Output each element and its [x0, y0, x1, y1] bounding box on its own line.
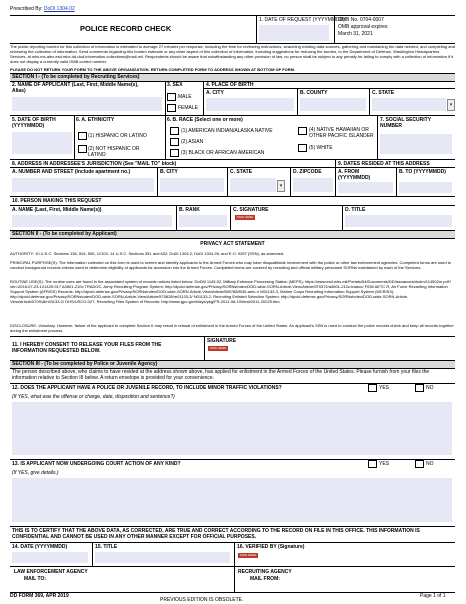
- authority-text: AUTHORITY: 10 U.S.C. Sections 136, 504, 505, 12102; 14 U.S.C. Sections 351 and 632; DoDI 1304.2; DoDI 1304.26; and E.O. 9397 (SSN), as amended.: [10, 251, 285, 256]
- birth-county-input[interactable]: [300, 98, 366, 111]
- rank-input[interactable]: [179, 215, 227, 227]
- lea-label: LAW ENFORCEMENT AGENCY: [14, 569, 88, 575]
- field-10-label: 10. PERSON MAKING THIS REQUEST: [12, 198, 102, 204]
- field-4a-label: A. CITY: [206, 90, 224, 96]
- field-10b-label: B. RANK: [179, 207, 200, 213]
- f13-yes-checkbox[interactable]: [368, 460, 377, 468]
- verify-date-input[interactable]: [12, 552, 88, 563]
- court-action-textarea[interactable]: [12, 478, 452, 522]
- birth-state-input[interactable]: [372, 98, 446, 111]
- applicant-sign-here-flag[interactable]: SIGN HERE: [209, 346, 227, 350]
- field-12-sub: (If YES, what was the offense or charge, date, disposition and sentence?): [12, 394, 175, 400]
- race-4-label: (4) NATIVE HAWAIIAN OR OTHER PACIFIC ISLANDER: [309, 127, 374, 139]
- field-8b-label: B. CITY: [160, 169, 178, 175]
- f12-no-checkbox[interactable]: [415, 384, 424, 392]
- verifier-sign-here-flag[interactable]: SIGN HERE: [239, 553, 257, 557]
- section-3-title: SECTION III - (To be completed by Police or Juvenile Agency): [12, 361, 158, 367]
- male-checkbox[interactable]: [167, 93, 176, 101]
- field-10d-label: D. TITLE: [345, 207, 366, 213]
- recruiting-agency-label: RECRUITING AGENCY: [238, 569, 292, 575]
- section-2-title: SECTION II - (To be completed by Applicant): [12, 231, 117, 237]
- signature-label: SIGNATURE: [207, 338, 237, 344]
- field-10c-label: C. SIGNATURE: [233, 207, 269, 213]
- birth-state-dropdown-icon[interactable]: ▾: [447, 99, 455, 111]
- field-8-label: 8. ADDRESS IN ADDRESSEE'S JURISDICTION (See "MAIL TO" block): [12, 161, 177, 167]
- state-input[interactable]: [230, 178, 276, 192]
- state-dropdown-icon[interactable]: ▾: [277, 180, 285, 192]
- burden-notice: The public reporting burden for this collection of information is estimated to average 27 minutes per response, including the time for reviewing instructions, searching existing data sources, gathering and maintaining the data needed, and completing and reviewing the collection of information. Send comments regarding this burden estimate or any other aspect of this collection of information, including suggestions for reducing the burden, to the Department of Defense, Washington Headquarters Services, at whs.mc-alex.esd.mbx.dd-dod-information-collections@mail.mil. Respondents should be aware that notwithstanding any other provision of law, no person shall be subject to any penalty for failing to comply with a collection of information if it does not display a currently valid OMB control number.: [10, 44, 455, 64]
- field-9b-label: B. TO (YYYYMMDD): [399, 169, 446, 175]
- section-3-text: The person described above, who claims to have resided at the address shown above, has applied for enlistment in the Armed Forces of the United States. Please furnish from your files the information relative to Section III below. A return envelope is provided for your convenience.: [12, 369, 430, 381]
- privacy-title: PRIVACY ACT STATEMENT: [200, 241, 265, 247]
- birth-city-input[interactable]: [206, 98, 294, 111]
- field-2-label: 2. NAME OF APPLICANT (Last, First, Middle Name(s), Alias): [12, 82, 139, 94]
- date-of-request-input[interactable]: [259, 25, 329, 41]
- page-number: Page 1 of 1: [420, 593, 446, 599]
- routine-uses-text: ROUTINE USE(S): The routine uses are found in the associated system of records notices listed below: DoDM 1145.02, Military Entrance Processing Station (MEPS): https://www.esd.whs.mil/Portals/54/Documents/DD/issuances/dodm/114502m.pdf?ver=2018-07-23-121425-917 A0601-210c TRADOC, Army Recruiting Program System: http://dpcld.defense.gov/Privacy/SORNsIndex/DOD-wide-SORN-Article-View/Article/570372/a0601-210c-tradoc/ F036 AETC R, Air Force Recruiting Information Support System (AFRISS) Records: http://dpcld.defense.gov/Privacy/SORNsIndex/DOD-wide-SORN-Article-View/Article/569788/f036-aetc-r/ M01133-3, Marine Corps Recruiting Information Support System (MCRISS): http://dpcld.defense.gov/Privacy/SORNsIndex/DOD-wide-SORN-Article-View/Article/570828/m01133-3/ N01133-2, Recruiting Enlisted Selection System: http://dpcld.defense.gov/Privacy/SORNsIndex/DOD-wide-SORN-Article-View/Article/570918/n01133-2/ DHS/USCG-027, Recruiting Files System of Records: http://www.gpo.gov/fdsys/pkg/FR-2011-08-10/html/2011-20225.htm: [10, 279, 452, 304]
- record-details-textarea[interactable]: [12, 402, 452, 455]
- obsolete-notice: PREVIOUS EDITION IS OBSOLETE.: [160, 597, 244, 603]
- f13-yes-label: YES: [379, 461, 390, 467]
- field-14-label: 14. DATE (YYYYMMDD): [12, 544, 68, 550]
- field-6b-label: 6. B. RACE (Select one or more): [167, 117, 243, 123]
- female-label: FEMALE: [178, 105, 199, 111]
- field-13-sub: (If YES, give details.): [12, 470, 59, 476]
- requester-title-input[interactable]: [345, 215, 452, 227]
- field-1-label: 1. DATE OF REQUEST (YYYYMMDD): [259, 17, 345, 23]
- race-3-checkbox[interactable]: [170, 149, 179, 157]
- mail-to-label: MAIL TO:: [24, 576, 47, 582]
- field-8a-label: A. NUMBER AND STREET (Include apartment no.): [12, 169, 131, 175]
- city-input[interactable]: [160, 178, 224, 192]
- field-8d-label: D. ZIPCODE: [293, 169, 322, 175]
- race-4-checkbox[interactable]: [298, 127, 307, 135]
- prescribed-link[interactable]: DoDI 1304.02: [43, 6, 75, 12]
- field-4-label: 4. PLACE OF BIRTH: [206, 82, 254, 88]
- field-16-label: 16. VERIFIED BY (Signature): [237, 544, 305, 550]
- race-2-checkbox[interactable]: [170, 138, 179, 146]
- field-7-label: 7. SOCIAL SECURITY NUMBER: [380, 117, 431, 129]
- field-11-label: 11. I HEREBY CONSENT TO RELEASE YOUR FILES FROM THE INFORMATION REQUESTED BELOW.: [12, 342, 162, 354]
- prescribed-label: Prescribed By:: [10, 6, 43, 12]
- sign-here-flag[interactable]: SIGN HERE: [236, 215, 254, 219]
- return-notice: PLEASE DO NOT RETURN YOUR FORM TO THE ABOVE ORGANIZATION. RETURN COMPLETED FORM TO ADDRESS SHOWN AT BOTTOM OF FORM.: [10, 67, 296, 72]
- race-5-checkbox[interactable]: [298, 144, 307, 152]
- omb-date: March 31, 2021: [338, 31, 373, 37]
- race-2-label: (2) ASIAN: [181, 139, 204, 145]
- f12-yes-checkbox[interactable]: [368, 384, 377, 392]
- male-label: MALE: [178, 94, 192, 100]
- omb-approval: OMB approval expires: [338, 24, 388, 30]
- form-title: POLICE RECORD CHECK: [80, 24, 172, 33]
- field-8c-label: C. STATE: [230, 169, 253, 175]
- race-3-label: (3) BLACK OR AFRICAN AMERICAN: [181, 150, 265, 156]
- not-hispanic-checkbox[interactable]: [78, 145, 87, 153]
- race-1-label: (1) AMERICAN INDIAN/ALASKA NATIVE: [181, 128, 273, 134]
- hispanic-checkbox[interactable]: [78, 132, 87, 140]
- field-12-label: 12. DOES THE APPLICANT HAVE A POLICE OR JUVENILE RECORD, TO INCLUDE MINOR TRAFFIC VIOLATIONS?: [12, 385, 282, 391]
- prescribed-by: [10, 6, 75, 12]
- field-6a-label: 6. A. ETHNICITY: [76, 117, 115, 123]
- f13-no-checkbox[interactable]: [415, 460, 424, 468]
- field-3-label: 3. SEX: [167, 82, 183, 88]
- field-10a-label: A. NAME (Last, First, Middle Name(s)): [12, 207, 102, 213]
- omb-number: OMB No. 0704-0007: [338, 17, 384, 23]
- form-id: DD FORM 369, APR 2019: [10, 593, 69, 599]
- ssn-input[interactable]: [380, 134, 452, 154]
- dob-input[interactable]: [12, 132, 72, 154]
- requester-name-input[interactable]: [12, 215, 172, 227]
- race-1-checkbox[interactable]: [170, 127, 179, 135]
- street-input[interactable]: [12, 178, 154, 192]
- race-5-label: (5) WHITE: [309, 145, 333, 151]
- field-15-label: 15. TITLE: [95, 544, 118, 550]
- not-hispanic-label: (2) NOT HISPANIC OR LATINO: [88, 146, 140, 158]
- field-9-label: 9. DATES RESIDED AT THIS ADDRESS: [338, 161, 430, 167]
- field-9a-label: A. FROM (YYYYMMDD): [338, 169, 371, 181]
- field-5-label: 5. DATE OF BIRTH (YYYYMMDD): [12, 117, 56, 129]
- f12-yes-label: YES: [379, 385, 390, 391]
- to-date-input[interactable]: [399, 182, 452, 193]
- zipcode-input[interactable]: [293, 178, 333, 192]
- field-13-label: 13. IS APPLICANT NOW UNDERGOING COURT ACTION OF ANY KIND?: [12, 461, 181, 467]
- applicant-name-input[interactable]: [12, 97, 162, 111]
- field-4c-label: C. STATE: [372, 90, 395, 96]
- verify-title-input[interactable]: [95, 552, 230, 563]
- female-checkbox[interactable]: [167, 104, 176, 112]
- principal-purposes-text: PRINCIPAL PURPOSE(S): The information collected on this form is used to screen and identify applicants to the Armed Forces who may have disqualifiable involvement with the police or other law enforcement agencies. Completed forms are used to conduct background records checks used to determine eligibility of applicants for accession into the Armed Forces. Completed forms are covered by recruiting and official military personnel SORNs maintained by each of the Services.: [10, 260, 452, 270]
- section-1-title: SECTION I - (To be completed by Recruiting Services): [12, 74, 140, 80]
- certify-text: THIS IS TO CERTIFY THAT THE ABOVE DATA, AS CORRECTED, ARE TRUE AND CORRECT ACCORDING TO THE RECORD ON FILE IN THIS OFFICE. THIS INFORMATION IS CONFIDENTIAL AND CANNOT BE USED IN ANY OTHER MANNER EXCEPT FOR OFFICIAL PURPOSES.: [12, 528, 420, 540]
- field-4b-label: B. COUNTY: [300, 90, 328, 96]
- f12-no-label: NO: [426, 385, 434, 391]
- disclosure-text: DISCLOSURE: Voluntary. However, failure of the applicant to complete Section II may result in refusal of enlistment in the Armed Forces of the United States. An applicant's SSN is used to conduct the police records check and keep all records together during the enlistment process.: [10, 323, 454, 333]
- hispanic-label: (1) HISPANIC OR LATINO: [88, 133, 147, 139]
- f13-no-label: NO: [426, 461, 434, 467]
- mail-from-label: MAIL FROM:: [250, 576, 280, 582]
- from-date-input[interactable]: [338, 182, 393, 193]
